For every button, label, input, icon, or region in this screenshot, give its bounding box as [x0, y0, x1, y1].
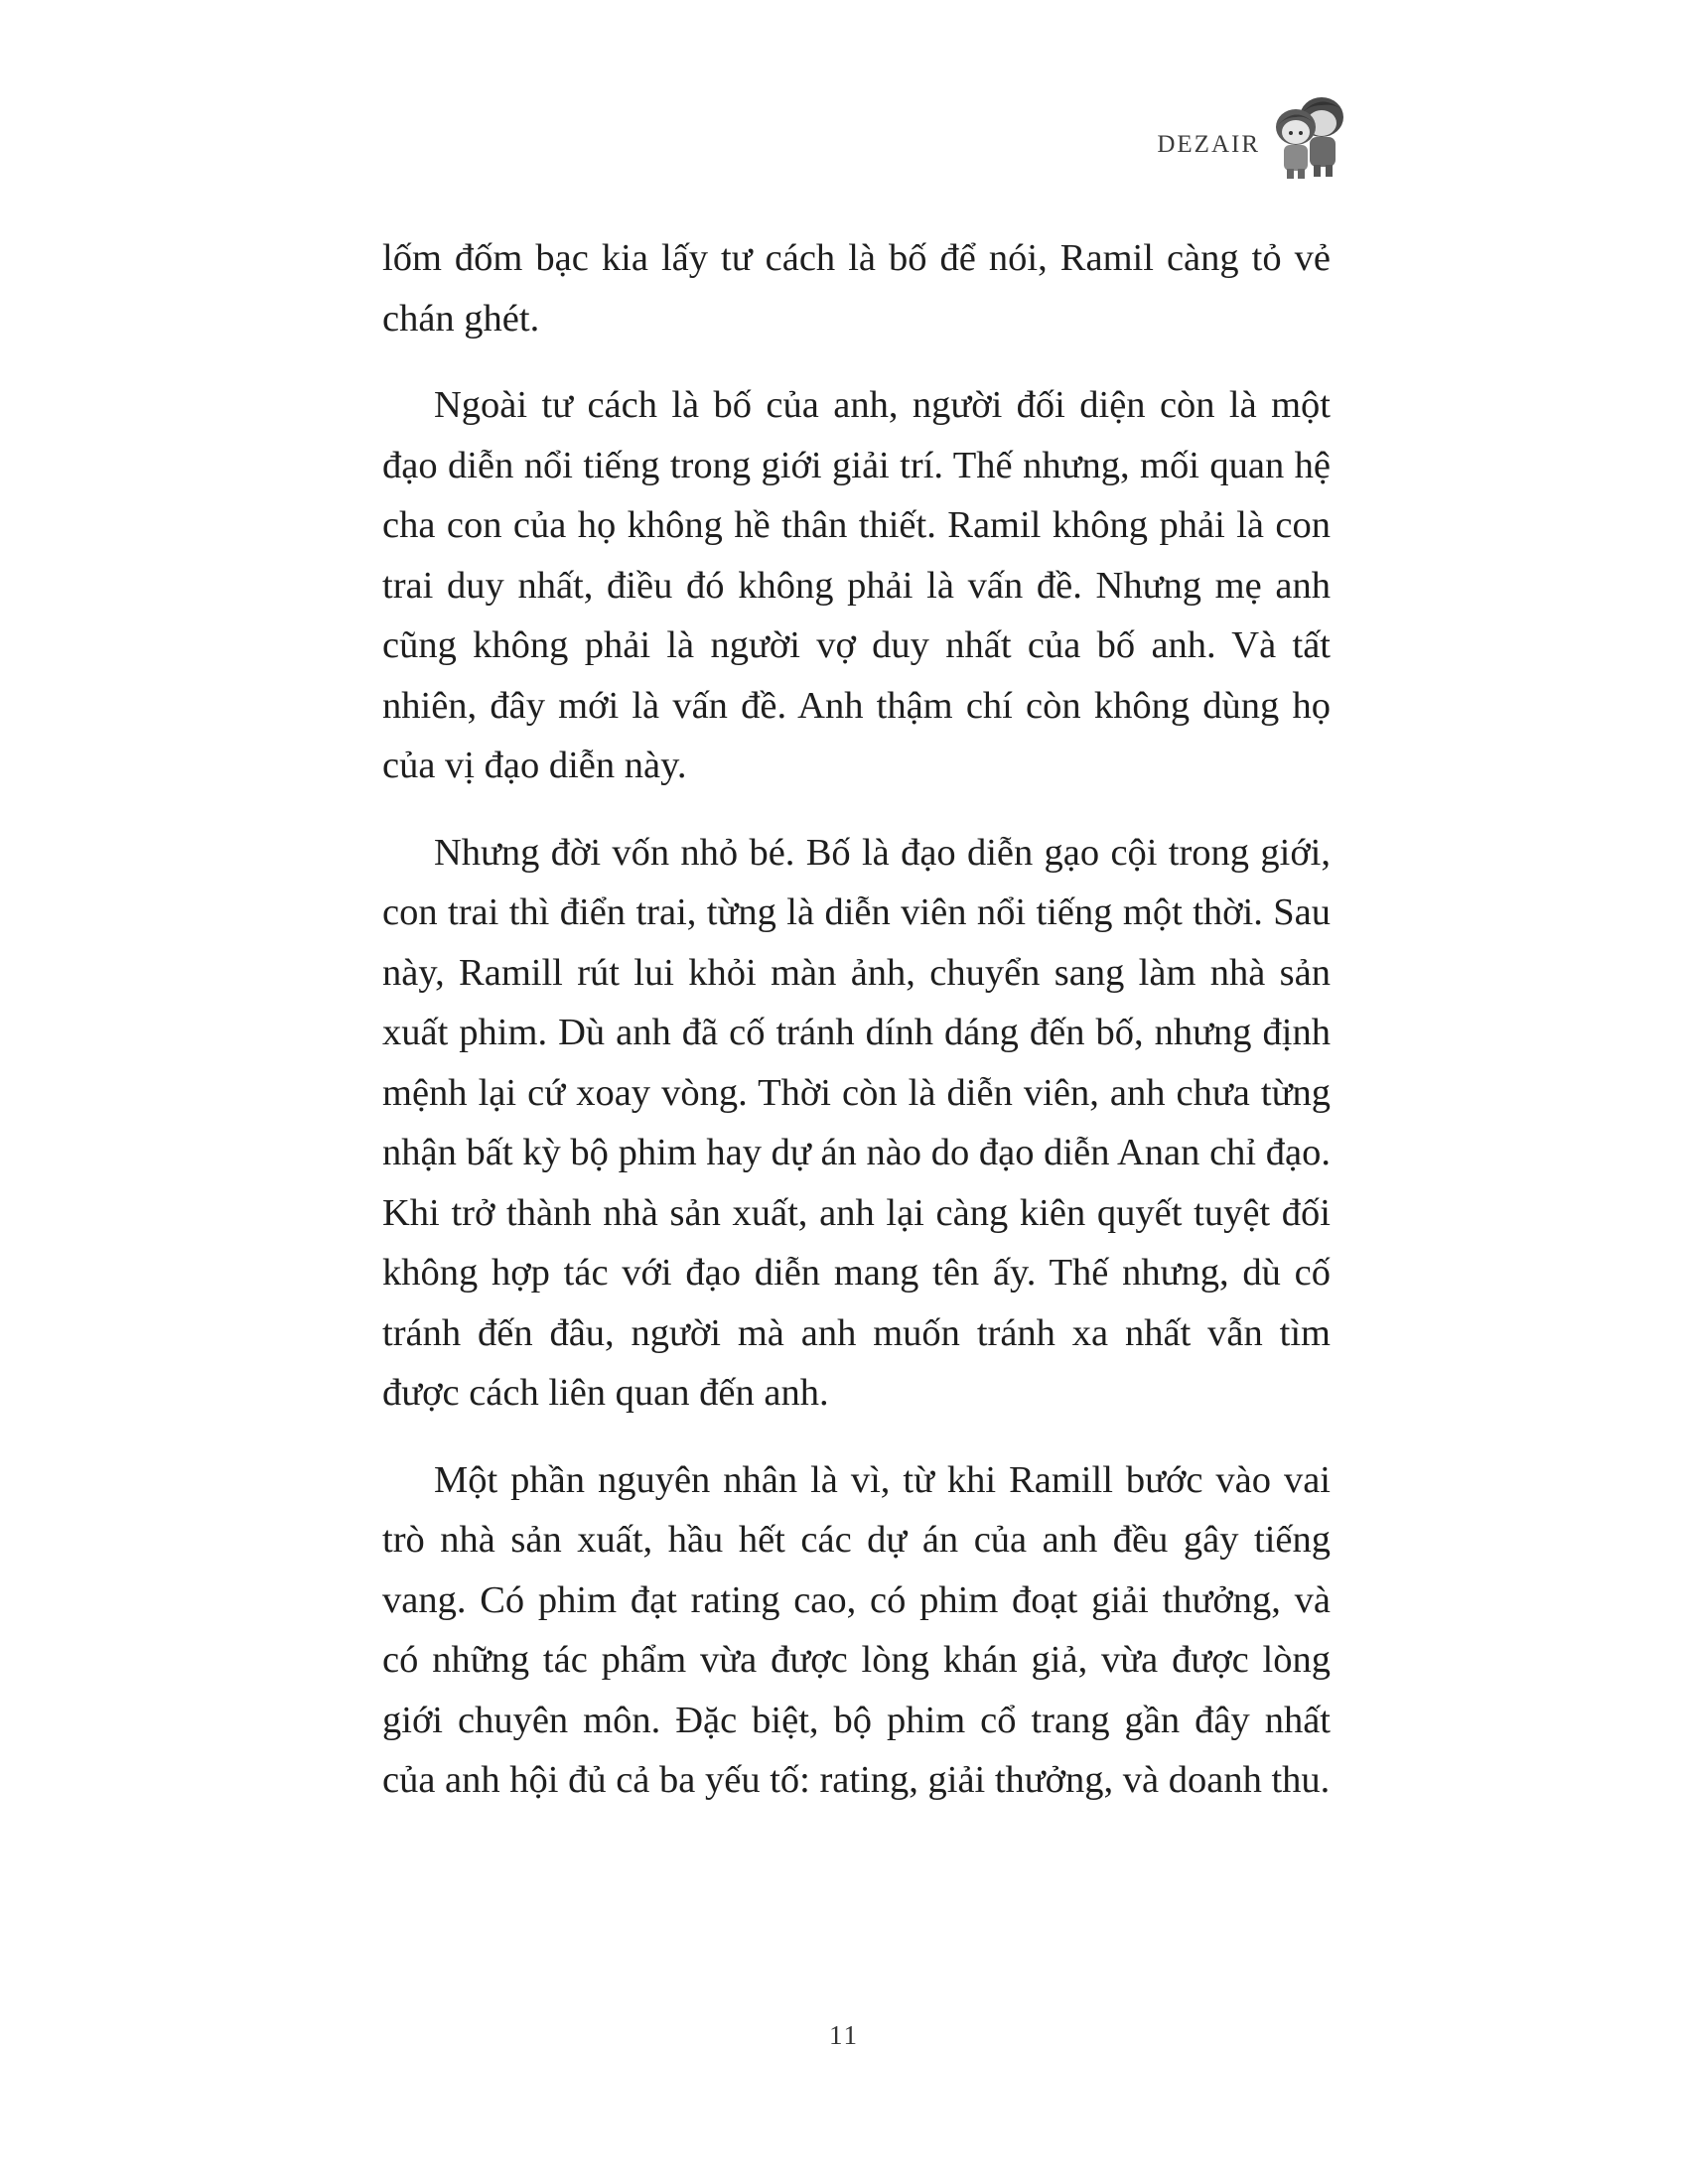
paragraph-1: lốm đốm bạc kia lấy tư cách là bố để nói, Ramil càng tỏ vẻ chán ghét.	[382, 237, 1331, 340]
paragraph-4: Một phần nguyên nhân là vì, từ khi Ramill bước vào vai trò nhà sản xuất, hầu hết các dự án của anh đều gây tiếng vang. Có phim đạt rating cao, có phim đoạt giải thưởng, và có những tác phẩm vừa được lòng khán giả, vừa được lòng giới chuyên môn. Đặc biệt, bộ phim cổ trang gần đây nhất của anh hội đủ cả ba yếu tố: rating, giải thưởng, và doanh thu.	[382, 1458, 1331, 1801]
chibi-characters-icon	[1270, 87, 1355, 181]
paragraph-2: Ngoài tư cách là bố của anh, người đối diện còn là một đạo diễn nổi tiếng trong giới giải trí. Thế nhưng, mối quan hệ cha con của họ không hề thân thiết. Ramil không phải là con trai duy nhất, điều đó không phải là vấn đề. Nhưng mẹ anh cũng không phải là người vợ duy nhất của bố anh. Và tất nhiên, đây mới là vấn đề. Anh thậm chí còn không dùng họ của vị đạo diễn này.	[382, 384, 1331, 786]
paragraph-3: Nhưng đời vốn nhỏ bé. Bố là đạo diễn gạo cội trong giới, con trai thì điển trai, từng là diễn viên nổi tiếng một thời. Sau này, Ramill rút lui khỏi màn ảnh, chuyển sang làm nhà sản xuất phim. Dù anh đã cố tránh dính dáng đến bố, nhưng định mệnh lại cứ xoay vòng. Thời còn là diễn viên, anh chưa từng nhận bất kỳ bộ phim hay dự án nào do đạo diễn Anan chỉ đạo. Khi trở thành nhà sản xuất, anh lại càng kiên quyết tuyệt đối không hợp tác với đạo diễn mang tên ấy. Thế nhưng, dù cố tránh đến đâu, người mà anh muốn tránh xa nhất vẫn tìm được cách liên quan đến anh.	[382, 831, 1331, 1414]
book-title: DEZAIR	[1157, 131, 1260, 158]
page-number: 11	[829, 2020, 859, 2050]
running-header	[1157, 87, 1355, 181]
page-body	[382, 228, 1331, 1838]
